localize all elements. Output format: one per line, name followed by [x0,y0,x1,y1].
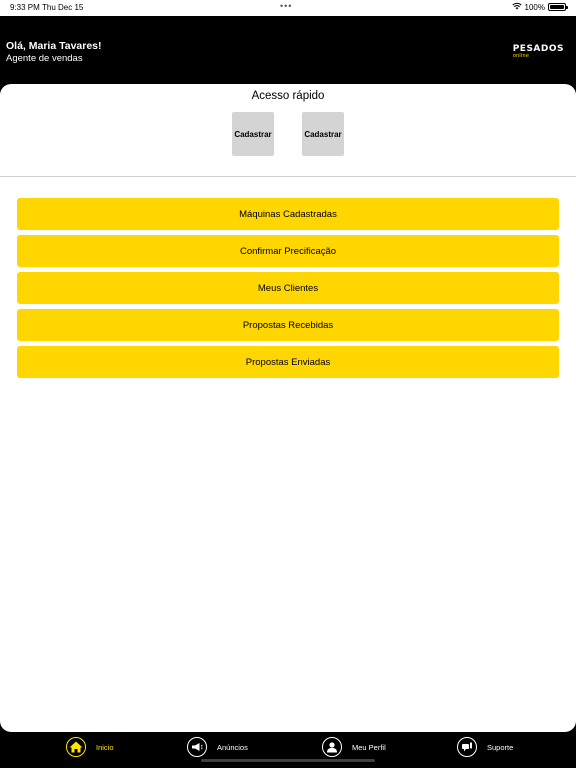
quick-access-title: Acesso rápido [251,90,325,102]
multitasking-dots[interactable]: ••• [280,1,293,11]
quick-register-button-2[interactable]: Cadastrar [302,112,344,156]
sent-proposals-button[interactable]: Propostas Enviadas [17,346,559,378]
user-icon [322,737,342,757]
battery-level [550,5,564,9]
app-header [0,24,576,84]
received-proposals-button[interactable]: Propostas Recebidas [17,309,559,341]
wifi-icon [512,2,522,12]
status-indicators [512,2,566,12]
tab-ads-label: Anúncios [217,742,248,752]
section-divider [0,176,576,177]
tab-bar [0,732,576,768]
tab-ads[interactable] [187,736,248,758]
logo-wordmark: PESADOS [512,44,564,54]
brand-logo [513,44,564,59]
status-bar [0,0,576,16]
tab-profile[interactable] [322,736,386,758]
tab-home-label: Inicio [96,742,114,752]
megaphone-icon [187,737,207,757]
greeting-text: Olá, Maria Tavares! [6,40,102,52]
status-time: 9:33 PM [10,3,40,12]
confirm-pricing-button[interactable]: Confirmar Precificação [17,235,559,267]
battery-icon [548,3,566,11]
tab-support[interactable] [457,736,513,758]
tab-home[interactable] [66,736,114,758]
logo-subtitle: online [512,53,530,59]
registered-machines-button[interactable]: Máquinas Cadastradas [17,198,559,230]
battery-percent: 100% [524,2,545,12]
tab-support-label: Suporte [487,742,514,752]
tab-profile-label: Meu Perfil [352,742,386,752]
home-icon [66,737,86,757]
role-text: Agente de vendas [6,53,83,64]
my-clients-button[interactable]: Meus Clientes [17,272,559,304]
quick-register-button-1[interactable]: Cadastrar [232,112,274,156]
support-icon [457,737,477,757]
status-date: Thu Dec 15 [42,3,84,12]
main-content [0,84,576,732]
home-indicator[interactable] [201,759,375,762]
